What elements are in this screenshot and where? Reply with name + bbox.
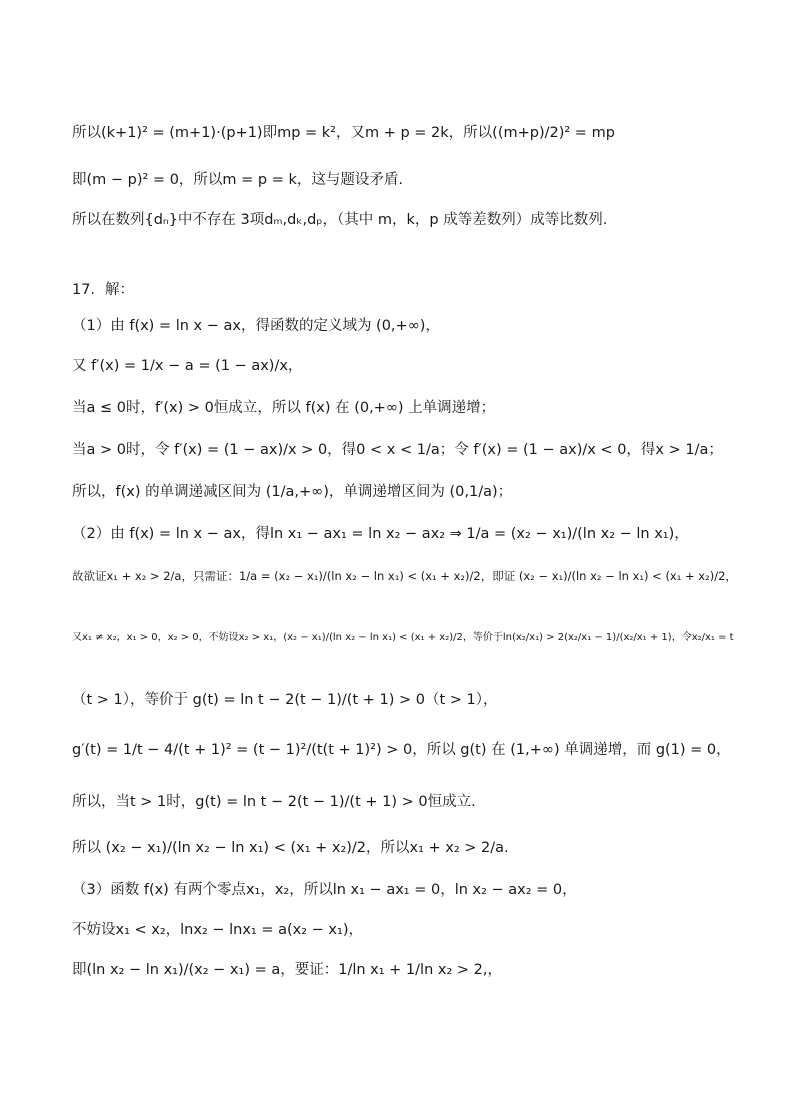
section-heading: 17．解： — [72, 282, 134, 298]
text-line: 所以，f(x) 的单调递减区间为 (1/a,+∞)，单调递增区间为 (0,1/a)； — [72, 484, 513, 500]
text-line: 当a > 0时，令 f′(x) = (1 − ax)/x > 0，得0 < x < 1/a；令 f′(x) = (1 − ax)/x < 0，得x > 1/a； — [72, 442, 723, 458]
text-line: g′(t) = 1/t − 4/(t + 1)² = (t − 1)²/(t(t + 1)²) > 0，所以 g(t) 在 (1,+∞) 单调递增，而 g(1) = 0， — [72, 742, 731, 758]
text-line: 即(ln x₂ − ln x₁)/(x₂ − x₁) = a，要证：1/ln x₁ + 1/ln x₂ > 2,， — [72, 962, 502, 978]
text-line: （t > 1），等价于 g(t) = ln t − 2(t − 1)/(t + 1) > 0（t > 1）， — [72, 692, 498, 708]
text-line: （1）由 f(x) = ln x − ax，得函数的定义域为 (0,+∞)， — [72, 318, 440, 334]
text-line: （2）由 f(x) = ln x − ax，得ln x₁ − ax₁ = ln x₂ − ax₂ ⇒ 1/a = (x₂ − x₁)/(ln x₂ − ln x₁)， — [72, 526, 689, 542]
text-line: 所以在数列{dₙ}中不存在 3项dₘ,dₖ,dₚ，（其中 m，k，p 成等差数列）成等比数列. — [72, 212, 608, 228]
text-line: 当a ≤ 0时，f′(x) > 0恒成立，所以 f(x) 在 (0,+∞) 上单调递增； — [72, 400, 496, 416]
text-line: 所以，当t > 1时，g(t) = ln t − 2(t − 1)/(t + 1) > 0恒成立. — [72, 794, 476, 810]
text-line: 所以(k+1)² = (m+1)·(p+1)即mp = k²，又m + p = 2k，所以((m+p)/2)² = mp — [72, 125, 615, 141]
text-line: 又x₁ ≠ x₂，x₁ > 0，x₂ > 0，不妨设x₂ > x₁，(x₂ − x₁)/(ln x₂ − ln x₁) < (x₁ + x₂)/2，等价于ln(x₂/x₁) > 2(x₂/x₁ − 1)/(x₂/x₁ + 1)，令x₂/x₁ = t — [72, 632, 734, 643]
text-line: 故欲证x₁ + x₂ > 2/a，只需证：1/a = (x₂ − x₁)/(ln x₂ − ln x₁) < (x₁ + x₂)/2，即证 (x₂ − x₁)/(ln x₂ − ln x₁) < (x₁ + x₂)/2， — [72, 569, 737, 583]
text-line: 又 f′(x) = 1/x − a = (1 − ax)/x， — [72, 358, 303, 374]
text-line: （3）函数 f(x) 有两个零点x₁，x₂，所以ln x₁ − ax₁ = 0，ln x₂ − ax₂ = 0， — [72, 882, 577, 898]
text-line: 即(m − p)² = 0，所以m = p = k，这与题设矛盾. — [72, 172, 403, 188]
text-line: 所以 (x₂ − x₁)/(ln x₂ − ln x₁) < (x₁ + x₂)/2，所以x₁ + x₂ > 2/a. — [72, 840, 509, 856]
text-line: 不妨设x₁ < x₂，lnx₂ − lnx₁ = a(x₂ − x₁)， — [72, 922, 363, 938]
